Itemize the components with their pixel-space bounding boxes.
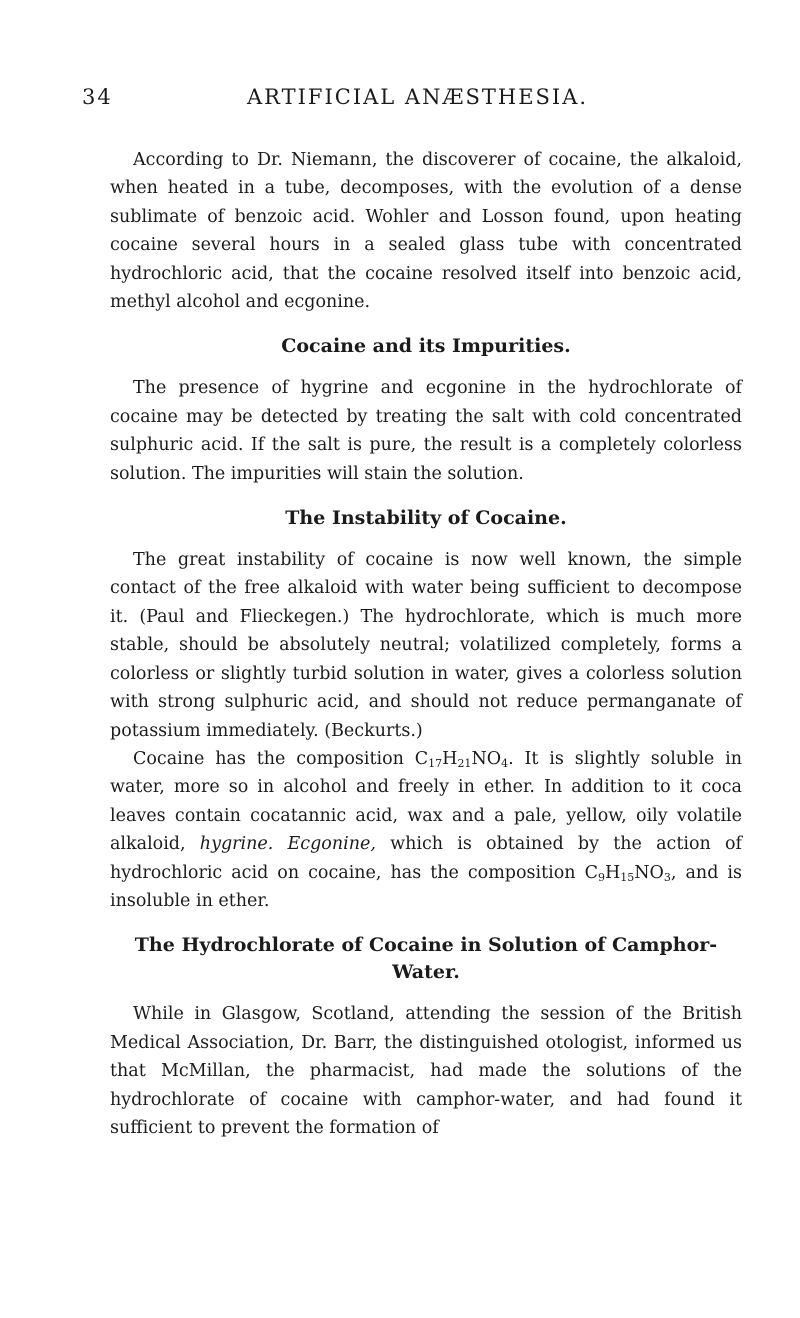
text-run: H	[442, 748, 458, 769]
text-run: , and is insoluble in ether.	[110, 862, 742, 911]
subscript: 21	[457, 756, 472, 770]
subscript: 4	[501, 756, 509, 770]
heading-impurities: Cocaine and its Impurities.	[281, 335, 571, 358]
text-run: NO	[471, 748, 502, 769]
subscript: 9	[597, 870, 605, 884]
text-run: Cocaine has the composition C	[133, 748, 429, 769]
subscript: 3	[663, 870, 671, 884]
paragraph-glasgow: While in Glasgow, Scotland, attending the session of the British Medical Association, Dr. Barr, the distinguished otologist, informed us that McMillan, the pharmacist, had made the solutions of the hydrochlorate of cocaine with camphor-water, and had found it sufficient to prevent the formation of	[110, 1004, 742, 1138]
italic-text: hygrine. Ecgonine,	[199, 834, 376, 855]
heading-camphor-water: The Hydrochlorate of Cocaine in Solution of Camphor-Water.	[134, 934, 718, 984]
text-run: . It is slightly soluble in water, more so in alcohol and freely in ether. In addition to it coca leaves contain cocatannic acid, wax and a pale, yellow, oily volatile alkaloid,	[110, 748, 742, 855]
running-title: ARTIFICIAL ANÆSTHESIA.	[247, 85, 589, 109]
page-number: 34	[82, 85, 113, 109]
paragraph-impurities: The presence of hygrine and ecgonine in the hydrochlorate of cocaine may be detected by treating the salt with cold concentrated sulphuric acid. If the salt is pure, the result is a completely colorless solution. The impurities will stain the solution.	[110, 378, 742, 484]
subscript: 15	[620, 870, 635, 884]
subscript: 17	[428, 756, 443, 770]
paragraph-niemann: According to Dr. Niemann, the discoverer of cocaine, the alkaloid, when heated in a tube, decomposes, with the evolution of a dense sublimate of benzoic acid. Wohler and Losson found, upon heating cocaine several hours in a sealed glass tube with concentrated hydrochloric acid, that the cocaine resolved itself into benzoic acid, methyl alcohol and ecgonine.	[110, 150, 742, 313]
running-head	[0, 85, 800, 115]
text-run: NO	[634, 862, 664, 883]
text-run: H	[604, 862, 621, 883]
body-text	[110, 146, 742, 1142]
text-run: which is obtained by the action of hydrochloric acid on cocaine, has the composition C	[110, 834, 742, 883]
heading-instability: The Instability of Cocaine.	[285, 507, 567, 530]
paragraph-composition	[110, 745, 742, 915]
paragraph-instability: The great instability of cocaine is now well known, the simple contact of the free alkaloid with water being sufficient to decompose it. (Paul and Flieckegen.) The hydrochlorate, which is much more stable, should be absolutely neutral; volatilized completely, forms a colorless or slightly turbid solution in water, gives a colorless solution with strong sulphuric acid, and should not reduce permanganate of potassium immediately. (Beckurts.)	[110, 550, 742, 741]
